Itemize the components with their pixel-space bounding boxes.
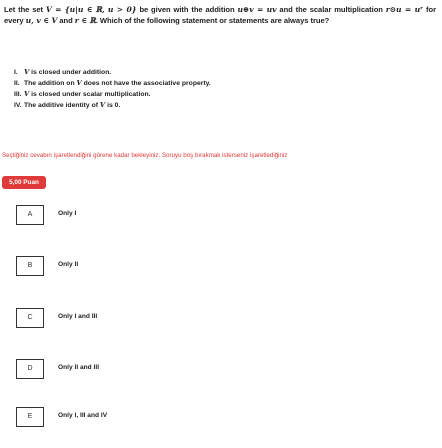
question-part: Let the set (4, 5, 46, 14)
quantifier: u, v ∈ V (25, 16, 58, 25)
statement-variable: V (24, 68, 30, 76)
statement-list (14, 67, 434, 111)
option-label: Only II (58, 261, 79, 268)
option-letter-box[interactable]: E (16, 407, 44, 427)
option-label: Only I (58, 210, 77, 217)
statement-variable: V (99, 101, 106, 109)
emphasis-word: always (283, 16, 309, 25)
option-e[interactable] (12, 407, 312, 429)
statement-item (14, 89, 434, 100)
statement-item (14, 67, 434, 78)
question-part: and (57, 16, 75, 25)
statement-text: is closed under addition. (29, 69, 112, 76)
set-definition: V = {u|u ∈ ℝ, u > 0} (45, 5, 137, 14)
statement-number: I. (14, 69, 18, 76)
option-letter-box[interactable]: D (16, 359, 44, 379)
statement-item (14, 78, 434, 89)
statement-text: The additive identity of (24, 102, 100, 109)
statement-text: The addition on (24, 80, 77, 87)
question-part: and the scalar multiplication (276, 5, 386, 14)
option-c[interactable] (12, 308, 312, 330)
option-letter-box[interactable]: A (16, 205, 44, 225)
option-d[interactable] (12, 359, 312, 381)
question-part: true? (308, 16, 330, 25)
statement-variable: V (76, 79, 82, 87)
statement-text: is closed under scalar multiplication. (29, 91, 151, 98)
option-b[interactable] (12, 256, 312, 278)
statement-item (14, 100, 434, 111)
answer-instruction: Seçtiğiniz cevabın işaretlendiğini görene kadar bekleyiniz. Soruyu boş bırakmak isterseniz işaretlediğiniz (2, 152, 288, 159)
option-letter-box[interactable]: C (16, 308, 44, 328)
statement-text: does not have the associative property. (81, 80, 211, 87)
statement-variable: V (24, 90, 30, 98)
points-badge: 5,00 Puan (2, 176, 46, 189)
question-text (4, 4, 436, 26)
option-label: Only II and III (58, 364, 100, 371)
statement-number: III. (14, 91, 22, 98)
addition-definition: u⊕v = uv (237, 5, 277, 14)
statement-number: IV. (14, 102, 22, 109)
option-label: Only I and III (58, 313, 98, 320)
multiplication-definition: r⊙u = uʳ (385, 5, 424, 14)
statement-text: is 0. (105, 102, 121, 109)
option-letter-box[interactable]: B (16, 256, 44, 276)
question-part: . Which of the following statement or statements are (95, 16, 284, 25)
statement-number: II. (14, 80, 20, 87)
option-a[interactable] (12, 205, 312, 227)
option-label: Only I, III and IV (58, 412, 108, 419)
question-part: for every (4, 5, 436, 25)
question-part: be given with the addition (136, 5, 238, 14)
quantifier: r ∈ ℝ (74, 16, 96, 25)
